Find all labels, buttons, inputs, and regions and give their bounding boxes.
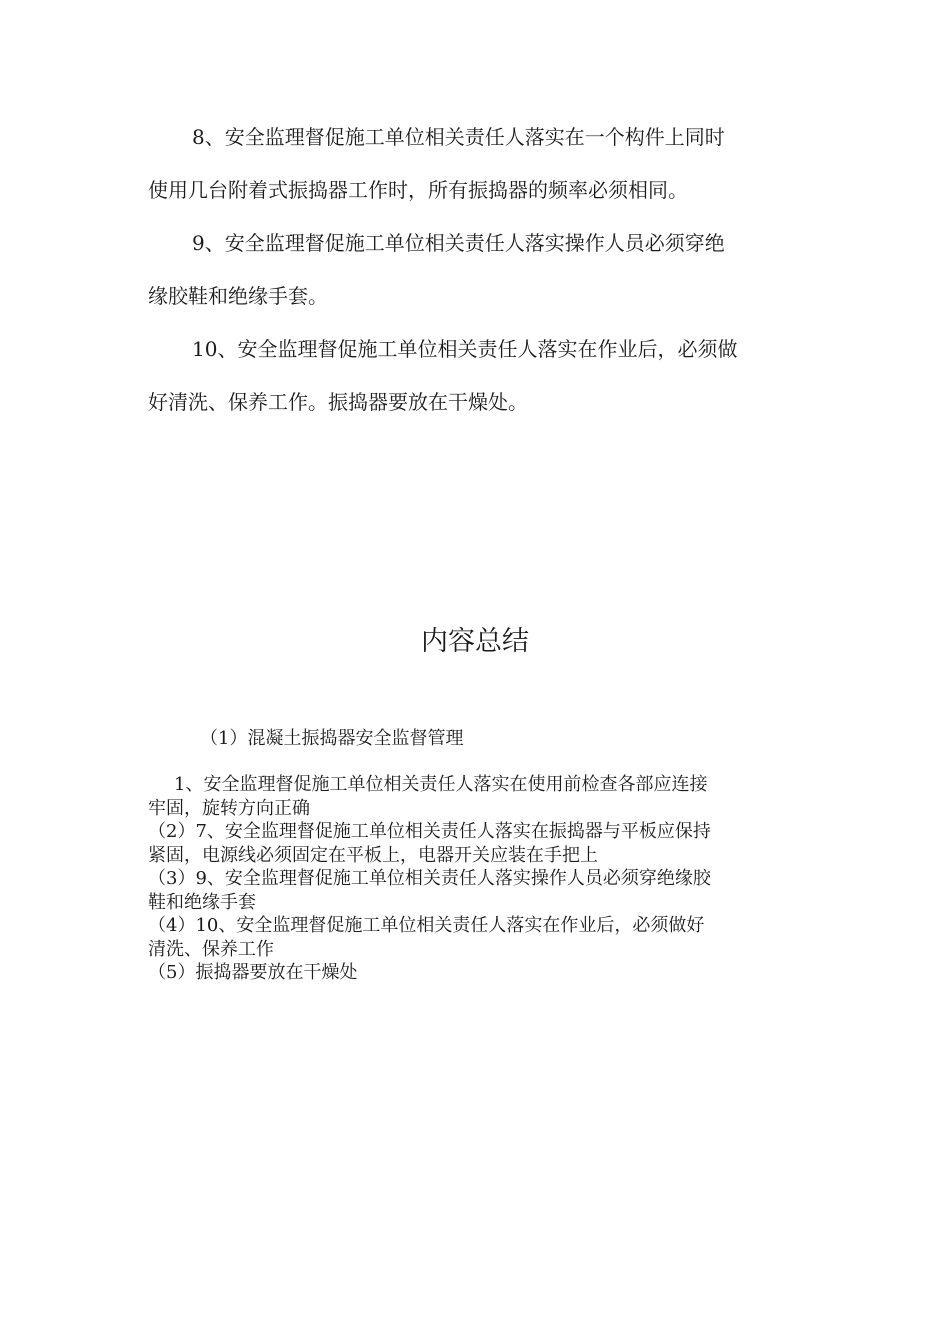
summary-line: （2）7、安全监理督促施工单位相关责任人落实在振捣器与平板应保持 [148, 821, 711, 842]
summary-line: （4）10、安全监理督促施工单位相关责任人落实在作业后，必须做好 [148, 915, 705, 936]
summary-heading: （1）混凝土振捣器安全监督管理 [200, 728, 464, 749]
summary-list [148, 773, 798, 985]
paragraph-9-line-1: 9、安全监理督促施工单位相关责任人落实操作人员必须穿绝 [192, 231, 725, 255]
summary-line: 1、安全监理督促施工单位相关责任人落实在使用前检查各部应连接 [174, 774, 708, 795]
summary-line: 鞋和绝缘手套 [148, 891, 256, 913]
paragraph-8-line-2: 使用几台附着式振捣器工作时，所有振捣器的频率必须相同。 [148, 178, 688, 202]
body-text-block [148, 111, 808, 429]
summary-line: 清洗、保养工作 [148, 938, 274, 960]
summary-line: （3）9、安全监理督促施工单位相关责任人落实操作人员必须穿绝缘胶 [148, 868, 711, 889]
paragraph-9-line-2: 缘胶鞋和绝缘手套。 [148, 284, 328, 308]
summary-line: 紧固，电源线必须固定在平板上，电器开关应装在手把上 [148, 844, 598, 866]
paragraph-8-line-1: 8、安全监理督促施工单位相关责任人落实在一个构件上同时 [192, 125, 725, 149]
summary-title: 内容总结 [421, 626, 529, 657]
summary-line: （5）振捣器要放在干燥处 [148, 962, 358, 983]
paragraph-10-line-1: 10、安全监理督促施工单位相关责任人落实在作业后，必须做 [192, 337, 738, 361]
paragraph-10-line-2: 好清洗、保养工作。振捣器要放在干燥处。 [148, 390, 528, 414]
summary-line: 牢固，旋转方向正确 [148, 797, 310, 819]
